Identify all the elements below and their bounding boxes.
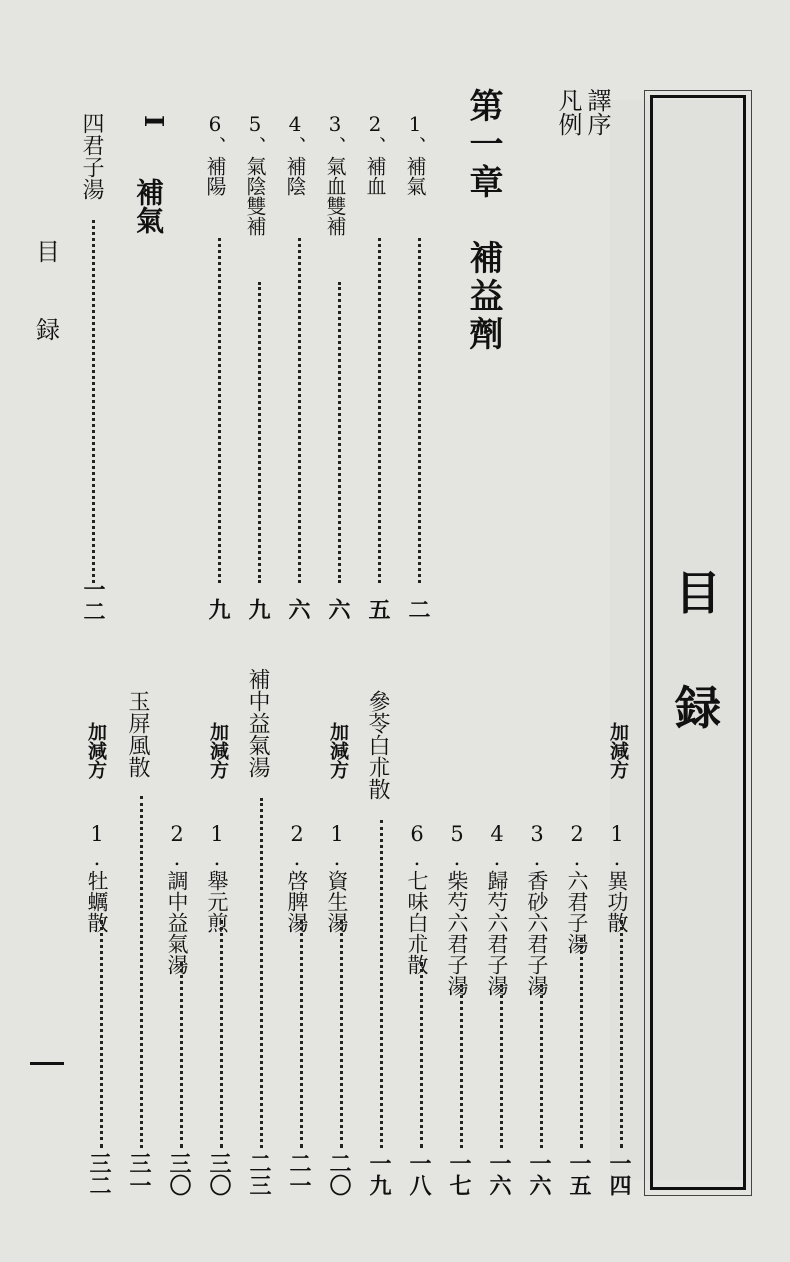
leader-6 <box>218 238 221 583</box>
leader-formula-2 <box>380 820 383 1148</box>
g3-entry-1-page: 三〇 <box>206 1152 232 1196</box>
g1-leader-6 <box>420 962 423 1148</box>
toc-entry-4-page: 六 <box>285 598 311 620</box>
box-title-char-2: 録 <box>675 681 721 735</box>
toc-notes: 凡例 <box>554 88 582 136</box>
section-number: I <box>138 115 168 128</box>
toc-entry-5: 5、氣陰雙補 <box>243 112 267 236</box>
leader-4 <box>298 238 301 583</box>
g1-entry-2: 2.六君子湯 <box>565 822 589 954</box>
g1-entry-4-page: 一六 <box>486 1152 512 1196</box>
toc-formula-2-page: 一九 <box>366 1152 392 1196</box>
leader-5 <box>258 282 261 583</box>
group2-header: 加減方 <box>327 722 349 779</box>
toc-formula-4: 玉屏風散 <box>125 690 150 778</box>
g4-entry-1: 1.牡蠣散 <box>85 822 109 933</box>
toc-formula-1: 四君子湯 <box>79 112 104 200</box>
g2-leader-1 <box>340 920 343 1148</box>
g4-entry-1-page: 三二 <box>86 1152 112 1196</box>
leader-2 <box>378 238 381 583</box>
g1-entry-6-page: 一八 <box>406 1152 432 1196</box>
group1-header: 加減方 <box>607 722 629 779</box>
leader-formula-1 <box>92 220 95 583</box>
g1-entry-1-page: 一四 <box>606 1152 632 1196</box>
chapter-title: 第一章 補益劑 <box>463 88 503 354</box>
g1-leader-3 <box>540 984 543 1148</box>
leader-3 <box>338 282 341 583</box>
g3-entry-2-page: 三〇 <box>166 1152 192 1196</box>
running-header-char-1: 目 <box>36 238 60 266</box>
g1-leader-2 <box>580 938 583 1148</box>
g3-leader-2 <box>180 962 183 1148</box>
g2-entry-2-page: 二一 <box>286 1152 312 1196</box>
g1-entry-3-page: 一六 <box>526 1152 552 1196</box>
toc-entry-6: 6、補陽 <box>203 112 227 196</box>
g1-leader-4 <box>500 984 503 1148</box>
group4-header: 加減方 <box>85 722 107 779</box>
g2-entry-2: 2.啓脾湯 <box>285 822 309 933</box>
g1-entry-3: 3.香砂六君子湯 <box>525 822 549 996</box>
leader-formula-4 <box>140 796 143 1148</box>
title-box-frame <box>650 95 746 1190</box>
g3-entry-2: 2.調中益氣湯 <box>165 822 189 975</box>
g1-entry-5-page: 一七 <box>446 1152 472 1196</box>
section-title: 補氣 <box>132 178 165 234</box>
toc-formula-3-page: 二三 <box>246 1152 272 1196</box>
toc-preface: 譯序 <box>583 88 611 136</box>
g1-leader-5 <box>460 984 463 1148</box>
g4-leader-1 <box>100 920 103 1148</box>
toc-formula-3: 補中益氣湯 <box>245 668 270 778</box>
running-header-char-2: 録 <box>36 316 60 344</box>
leader-formula-3 <box>260 798 263 1148</box>
toc-formula-1-page: 一二 <box>80 578 106 622</box>
toc-entry-2-page: 五 <box>365 598 391 620</box>
g3-entry-1: 1.舉元煎 <box>205 822 229 933</box>
toc-entry-6-page: 九 <box>205 598 231 620</box>
g1-leader-1 <box>620 920 623 1148</box>
toc-entry-1-page: 二 <box>405 598 431 620</box>
g1-entry-5: 5.柴芍六君子湯 <box>445 822 469 996</box>
g2-entry-1-page: 二〇 <box>326 1152 352 1196</box>
g1-entry-6: 6.七味白朮散 <box>405 822 429 975</box>
page-number <box>30 1062 64 1065</box>
toc-formula-2: 參苓白朮散 <box>365 690 390 800</box>
toc-entry-2: 2、補血 <box>363 112 387 196</box>
toc-entry-1: 1、補氣 <box>403 112 427 196</box>
box-title-char-1: 目 <box>675 566 721 620</box>
g3-leader-1 <box>220 920 223 1148</box>
leader-1 <box>418 238 421 583</box>
toc-entry-4: 4、補陰 <box>283 112 307 196</box>
g1-entry-4: 4.歸芍六君子湯 <box>485 822 509 996</box>
toc-formula-4-page: 三一 <box>126 1152 152 1196</box>
g1-entry-1: 1.異功散 <box>605 822 629 933</box>
toc-entry-3-page: 六 <box>325 598 351 620</box>
group3-header: 加減方 <box>207 722 229 779</box>
toc-entry-3: 3、氣血雙補 <box>323 112 347 236</box>
g1-entry-2-page: 一五 <box>566 1152 592 1196</box>
g2-leader-2 <box>300 920 303 1148</box>
g2-entry-1: 1.資生湯 <box>325 822 349 933</box>
toc-entry-5-page: 九 <box>245 598 271 620</box>
